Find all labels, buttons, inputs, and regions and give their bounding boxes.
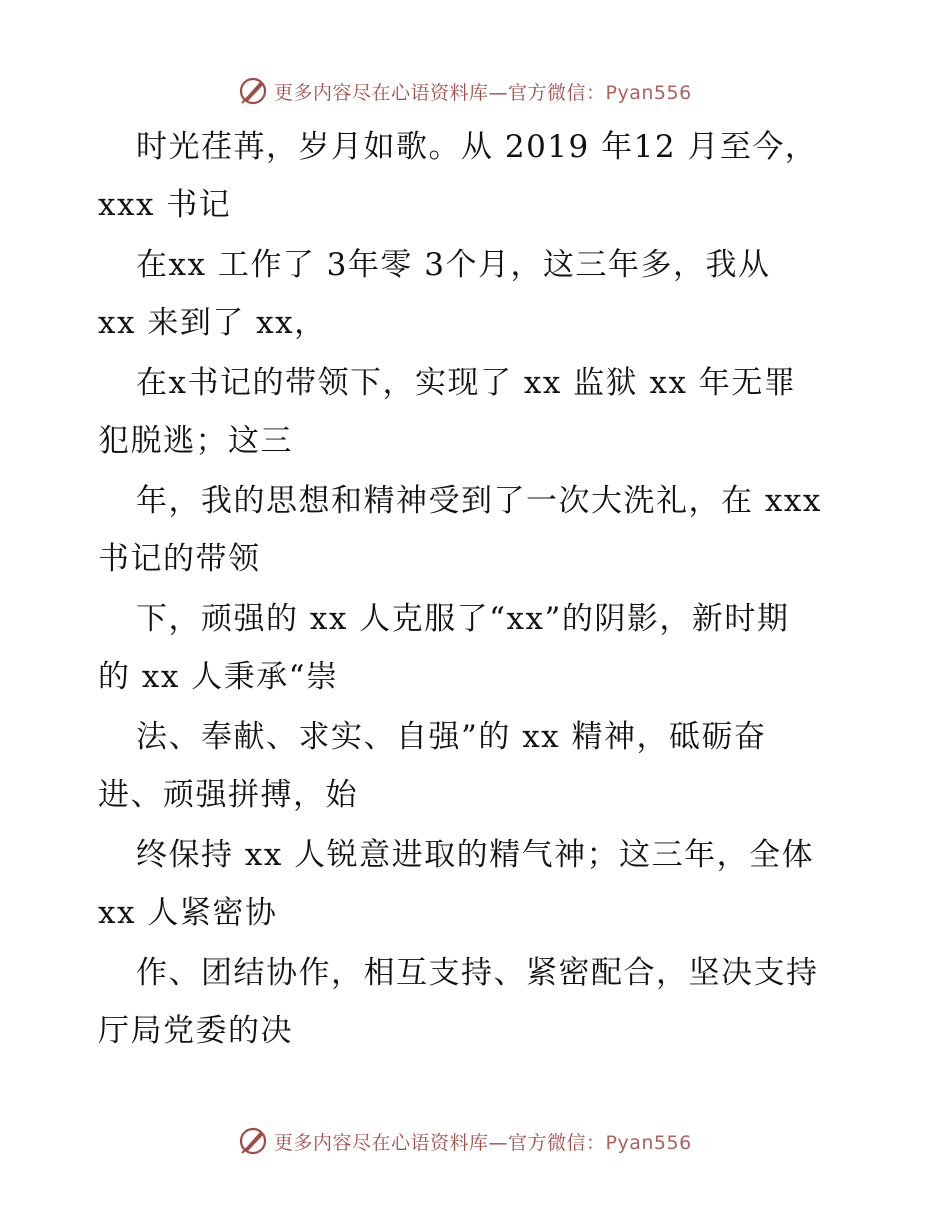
text-line: 进、顽强拼搏，始	[98, 777, 358, 813]
quill-seal-icon	[238, 1126, 268, 1156]
text-line: 犯脱逃；这三	[98, 423, 293, 459]
watermark-text: 更多内容尽在心语资料库—官方微信：Pyan556	[274, 1131, 692, 1154]
text-line: 厅局党委的决	[98, 1013, 293, 1049]
quill-seal-icon	[238, 76, 268, 106]
watermark-wechat-id: Pyan556	[605, 81, 692, 104]
text-line: xxx 书记	[98, 187, 232, 223]
header-watermark	[238, 74, 692, 108]
text-line: 作、团结协作，相互支持、紧密配合，坚决支持	[136, 955, 819, 991]
watermark-wechat-id: Pyan556	[605, 1131, 692, 1154]
text-line: xx 来到了 xx，	[98, 305, 327, 341]
text-line: 时光荏苒，岁月如歌。从 2019 年12 月至今，	[136, 129, 818, 165]
text-line: 法、奉献、求实、自强”的 xx 精神，砥砺奋	[136, 719, 767, 755]
text-line: 书记的带领	[98, 541, 261, 577]
text-line: 在xx 工作了 3年零 3个月，这三年多，我从	[136, 247, 771, 283]
text-line: 下，顽强的 xx 人克服了“xx”的阴影，新时期	[136, 601, 790, 637]
watermark-text: 更多内容尽在心语资料库—官方微信：Pyan556	[274, 81, 692, 104]
text-line: 终保持 xx 人锐意进取的精气神；这三年，全体	[136, 837, 815, 873]
text-line: 的 xx 人秉承“崇	[98, 659, 339, 695]
text-line: xx 人紧密协	[98, 895, 278, 931]
text-line: 年，我的思想和精神受到了一次大洗礼，在 xxx	[136, 483, 822, 519]
footer-watermark	[238, 1124, 692, 1158]
text-line: 在x书记的带领下，实现了 xx 监狱 xx 年无罪	[136, 365, 797, 401]
